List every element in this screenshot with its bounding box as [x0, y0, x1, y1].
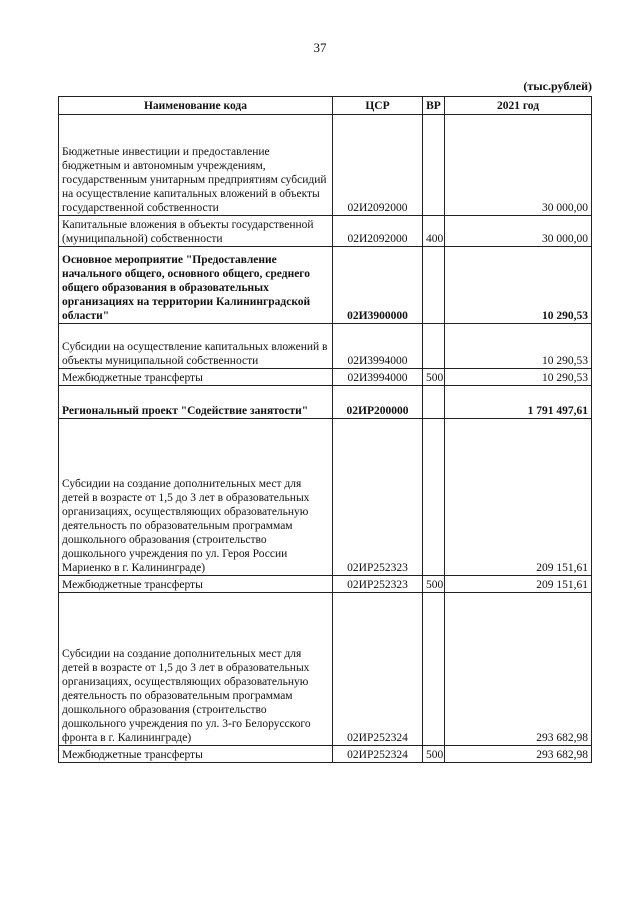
row-vr [423, 419, 445, 576]
row-vr: 500 [423, 746, 445, 763]
row-csr: 02ИР252324 [333, 746, 423, 763]
row-sum: 10 290,53 [445, 369, 592, 386]
row-name: Бюджетные инвестиции и предоставление бюджетным и автономным учреждениям, государственным унитарным предприятиям субсидий на осуществление капитальных вложений в объекты государственной собственности [59, 115, 333, 216]
table-row [59, 247, 592, 324]
row-name: Субсидии на создание дополнительных мест для детей в возрасте от 1,5 до 3 лет в образовательных организациях, осуществляющих образовательную деятельность по образовательным программам дошкольного образования (строительство дошкольного учреждения по ул. Героя России Мариенко в г. Калининграде) [59, 419, 333, 576]
unit-label: (тыс.рублей) [523, 79, 592, 93]
row-vr: 500 [423, 369, 445, 386]
row-sum: 10 290,53 [445, 324, 592, 369]
row-sum: 209 151,61 [445, 419, 592, 576]
row-name: Субсидии на осуществление капитальных вложений в объекты муниципальной собственности [59, 324, 333, 369]
row-name: Субсидии на создание дополнительных мест для детей в возрасте от 1,5 до 3 лет в образовательных организациях, осуществляющих образовательную деятельность по образовательным программам дошкольного образования (строительство дошкольного учреждения по ул. 3-го Белорусского фронта в г. Калининграде) [59, 593, 333, 746]
row-csr: 02ИР200000 [333, 386, 423, 419]
row-sum: 1 791 497,61 [445, 386, 592, 419]
row-name: Межбюджетные трансферты [59, 746, 333, 763]
row-sum: 209 151,61 [445, 576, 592, 593]
table-header-row [59, 97, 592, 115]
row-vr: 400 [423, 216, 445, 247]
row-name: Региональный проект "Содействие занятости" [59, 386, 333, 419]
row-csr: 02И3994000 [333, 369, 423, 386]
row-name: Межбюджетные трансферты [59, 576, 333, 593]
row-csr: 02И3900000 [333, 247, 423, 324]
table-row [59, 115, 592, 216]
row-sum: 30 000,00 [445, 115, 592, 216]
row-csr: 02И2092000 [333, 216, 423, 247]
row-vr [423, 593, 445, 746]
table-row [59, 746, 592, 763]
row-vr [423, 247, 445, 324]
row-vr [423, 324, 445, 369]
row-csr: 02ИР252324 [333, 593, 423, 746]
table-row [59, 324, 592, 369]
table-row [59, 576, 592, 593]
table-row [59, 369, 592, 386]
budget-table [58, 96, 592, 763]
page-number: 37 [313, 40, 327, 55]
table-row [59, 386, 592, 419]
header-sum: 2021 год [445, 97, 592, 115]
row-vr [423, 386, 445, 419]
row-name: Основное мероприятие "Предоставление начального общего, основного общего, среднего общего образования в образовательных организациях на территории Калининградской области" [59, 247, 333, 324]
row-sum: 293 682,98 [445, 593, 592, 746]
table-row [59, 216, 592, 247]
row-csr: 02ИР252323 [333, 576, 423, 593]
row-csr: 02И3994000 [333, 324, 423, 369]
row-sum: 10 290,53 [445, 247, 592, 324]
row-sum: 293 682,98 [445, 746, 592, 763]
row-name: Межбюджетные трансферты [59, 369, 333, 386]
header-csr: ЦСР [333, 97, 423, 115]
row-sum: 30 000,00 [445, 216, 592, 247]
header-vr: ВР [423, 97, 445, 115]
row-csr: 02И2092000 [333, 115, 423, 216]
row-vr [423, 115, 445, 216]
row-name: Капитальные вложения в объекты государственной (муниципальной) собственности [59, 216, 333, 247]
row-csr: 02ИР252323 [333, 419, 423, 576]
row-vr: 500 [423, 576, 445, 593]
table-row [59, 419, 592, 576]
header-name: Наименование кода [59, 97, 333, 115]
table-row [59, 593, 592, 746]
